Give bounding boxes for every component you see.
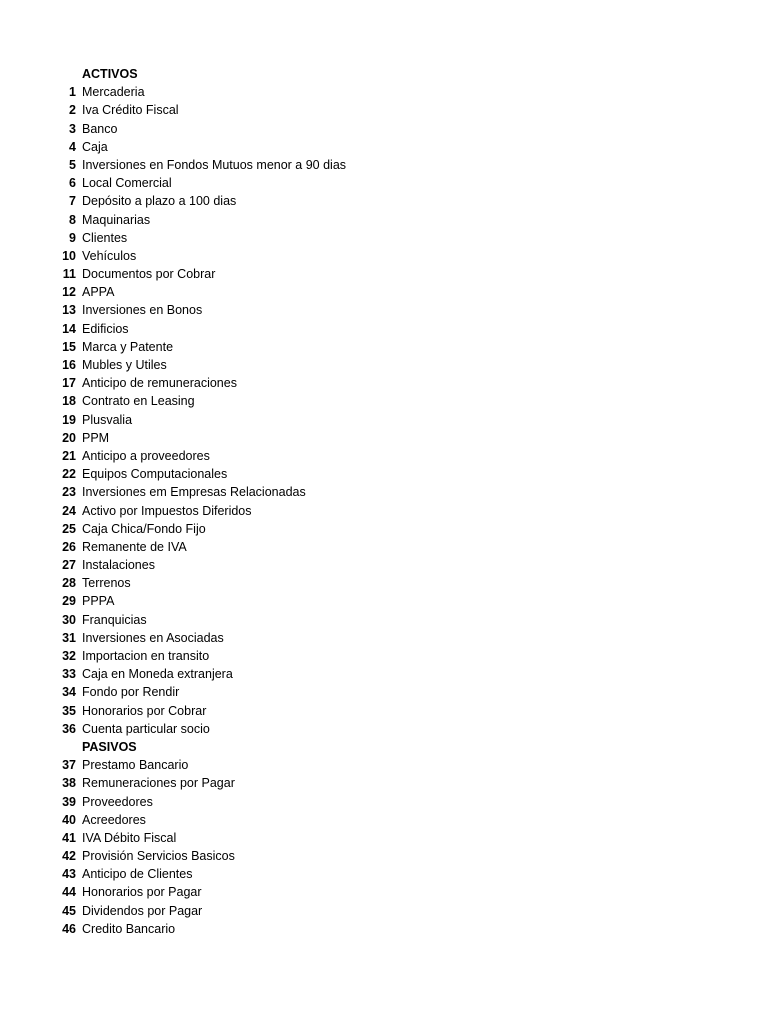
account-name: Instalaciones — [82, 558, 155, 573]
account-row — [0, 465, 768, 483]
account-name: Franquicias — [82, 612, 147, 627]
account-number: 46 — [62, 921, 76, 936]
account-name: Honorarios por Pagar — [82, 885, 202, 900]
account-name: Banco — [82, 121, 118, 136]
account-name: Vehículos — [82, 248, 137, 263]
account-number: 39 — [62, 794, 76, 809]
account-number: 3 — [69, 121, 76, 136]
account-row — [0, 156, 768, 174]
account-row — [0, 611, 768, 629]
account-name: Caja — [82, 139, 108, 154]
account-row — [0, 865, 768, 883]
account-row — [0, 592, 768, 610]
account-name: Credito Bancario — [82, 921, 176, 936]
section-title: ACTIVOS — [82, 67, 138, 81]
account-number: 20 — [62, 430, 76, 445]
account-number: 40 — [62, 812, 76, 827]
account-name: Plusvalia — [82, 412, 133, 427]
account-number: 30 — [62, 612, 76, 627]
account-number: 36 — [62, 721, 76, 736]
account-number: 4 — [69, 139, 76, 154]
account-row — [0, 247, 768, 265]
account-row — [0, 101, 768, 119]
account-row — [0, 647, 768, 665]
account-number: 1 — [69, 85, 76, 100]
account-number: 37 — [62, 758, 76, 773]
account-row — [0, 720, 768, 738]
account-number: 31 — [62, 630, 76, 645]
account-row — [0, 902, 768, 920]
account-number: 2 — [69, 103, 76, 118]
account-number: 25 — [62, 521, 76, 536]
account-number: 6 — [69, 176, 76, 191]
account-number: 33 — [62, 667, 76, 682]
account-name: Inversiones en Bonos — [82, 303, 203, 318]
account-number: 29 — [62, 594, 76, 609]
account-name: Mubles y Utiles — [82, 358, 167, 372]
account-name: Cuenta particular socio — [82, 721, 210, 736]
account-row — [0, 120, 768, 138]
account-row — [0, 83, 768, 101]
account-row — [0, 538, 768, 556]
section-header — [0, 65, 768, 83]
account-name: Caja en Moneda extranjera — [82, 667, 233, 682]
account-name: Remuneraciones por Pagar — [82, 776, 235, 791]
account-name: PPPA — [82, 594, 115, 609]
account-name: IVA Débito Fiscal — [82, 830, 177, 845]
account-number: 44 — [62, 885, 76, 900]
account-number: 7 — [69, 194, 76, 209]
account-number: 42 — [62, 849, 76, 864]
account-name: Remanente de IVA — [82, 539, 187, 554]
account-row — [0, 338, 768, 356]
account-row — [0, 502, 768, 520]
account-name: PPM — [82, 430, 110, 445]
account-row — [0, 411, 768, 429]
account-number: 43 — [62, 867, 76, 882]
account-row — [0, 629, 768, 647]
account-number: 21 — [62, 448, 76, 463]
account-number: 13 — [62, 303, 76, 318]
account-number: 12 — [62, 285, 76, 300]
account-name: Contrato en Leasing — [82, 394, 195, 409]
account-name: Acreedores — [82, 812, 146, 827]
account-name: Iva Crédito Fiscal — [82, 103, 179, 118]
account-name: Terrenos — [82, 576, 131, 591]
account-row — [0, 374, 768, 392]
account-row — [0, 683, 768, 701]
account-name: Maquinarias — [82, 212, 151, 227]
account-row — [0, 793, 768, 811]
account-row — [0, 356, 768, 374]
account-row — [0, 556, 768, 574]
account-number: 35 — [62, 703, 76, 718]
account-name: Fondo por Rendir — [82, 685, 180, 700]
account-name: Clientes — [82, 230, 128, 245]
account-name: APPA — [82, 285, 115, 300]
account-number: 14 — [62, 321, 76, 336]
account-number: 32 — [62, 649, 76, 663]
account-name: Anticipo a proveedores — [82, 448, 210, 463]
account-name: Anticipo de remuneraciones — [82, 376, 237, 391]
account-row — [0, 811, 768, 829]
account-number: 10 — [62, 248, 76, 263]
account-number: 24 — [62, 503, 76, 518]
account-list — [0, 65, 768, 938]
section-title: PASIVOS — [82, 739, 137, 754]
account-row — [0, 174, 768, 192]
account-row — [0, 283, 768, 301]
account-number: 18 — [62, 394, 76, 409]
account-name: Mercaderia — [82, 85, 145, 100]
account-number: 5 — [69, 157, 76, 172]
account-name: Importacion en transito — [82, 649, 210, 663]
account-name: Proveedores — [82, 794, 153, 809]
account-number: 38 — [62, 776, 76, 791]
account-name: Depósito a plazo a 100 dias — [82, 194, 237, 209]
account-row — [0, 847, 768, 865]
account-name: Caja Chica/Fondo Fijo — [82, 521, 206, 536]
account-row — [0, 192, 768, 210]
account-row — [0, 883, 768, 901]
account-row — [0, 320, 768, 338]
account-name: Honorarios por Cobrar — [82, 703, 207, 718]
account-number: 28 — [62, 576, 76, 591]
section-header — [0, 738, 768, 756]
account-row — [0, 429, 768, 447]
account-row — [0, 301, 768, 319]
account-number: 45 — [62, 903, 76, 918]
account-row — [0, 211, 768, 229]
account-number: 15 — [62, 339, 76, 354]
account-number: 9 — [69, 230, 76, 245]
account-name: Equipos Computacionales — [82, 467, 228, 482]
account-number: 19 — [62, 412, 76, 427]
account-row — [0, 265, 768, 283]
account-number: 27 — [62, 558, 76, 573]
account-name: Edificios — [82, 321, 129, 336]
account-number: 26 — [62, 539, 76, 554]
account-name: Marca y Patente — [82, 339, 174, 354]
account-name: Inversiones en Fondos Mutuos menor a 90 dias — [82, 157, 347, 172]
account-number: 41 — [62, 830, 76, 845]
account-name: Anticipo de Clientes — [82, 867, 193, 882]
account-name: Local Comercial — [82, 176, 172, 191]
account-number: 23 — [62, 485, 76, 500]
account-row — [0, 520, 768, 538]
account-name: Inversiones em Empresas Relacionadas — [82, 485, 306, 500]
account-row — [0, 829, 768, 847]
account-number: 16 — [62, 358, 76, 372]
account-row — [0, 447, 768, 465]
account-name: Dividendos por Pagar — [82, 903, 203, 918]
account-name: Documentos por Cobrar — [82, 267, 216, 282]
account-row — [0, 574, 768, 592]
account-row — [0, 392, 768, 410]
account-number: 11 — [62, 267, 76, 282]
account-name: Prestamo Bancario — [82, 758, 189, 773]
account-name: Activo por Impuestos Diferidos — [82, 503, 252, 518]
account-number: 8 — [69, 212, 76, 227]
account-row — [0, 774, 768, 792]
account-row — [0, 229, 768, 247]
account-row — [0, 138, 768, 156]
account-number: 34 — [62, 685, 76, 700]
account-number: 22 — [62, 467, 76, 482]
account-name: Provisión Servicios Basicos — [82, 849, 235, 864]
account-row — [0, 920, 768, 938]
account-row — [0, 483, 768, 501]
account-name: Inversiones en Asociadas — [82, 630, 224, 645]
account-number: 17 — [62, 376, 76, 391]
account-row — [0, 665, 768, 683]
account-row — [0, 702, 768, 720]
account-row — [0, 756, 768, 774]
